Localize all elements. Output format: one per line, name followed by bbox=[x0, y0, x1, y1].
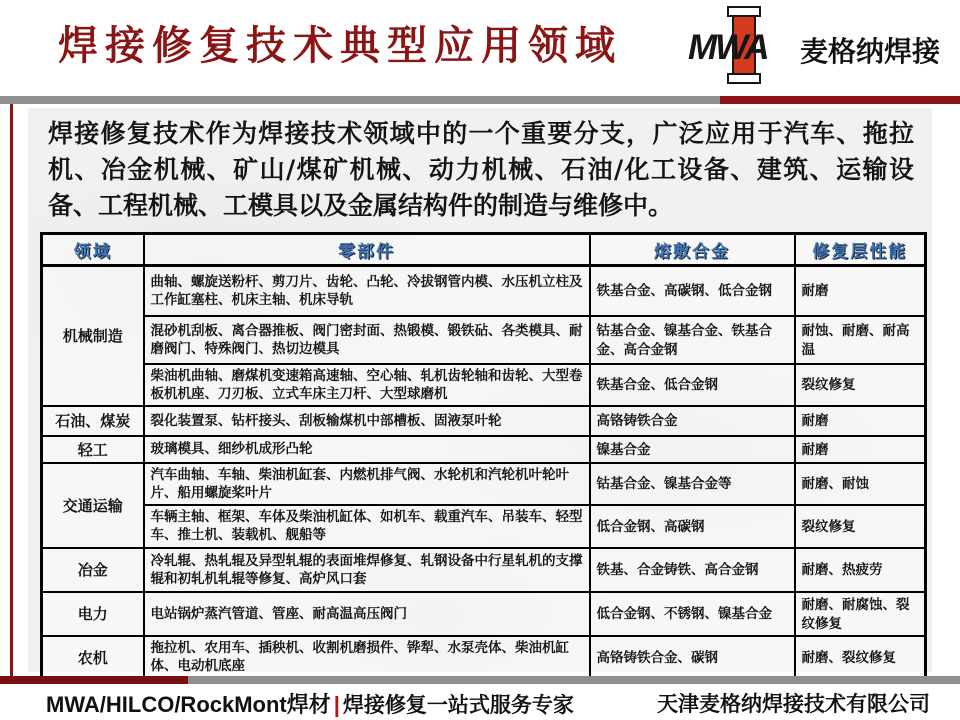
table-row bbox=[42, 505, 926, 548]
performance-cell: 耐磨、热疲劳 bbox=[795, 548, 926, 592]
logo-brand-name: 麦格纳焊接 bbox=[800, 35, 941, 68]
header-alloy: 熔敷合金 bbox=[590, 234, 795, 266]
table-row bbox=[42, 316, 926, 364]
footer-company-name: 天津麦格纳焊接技术有限公司 bbox=[657, 691, 930, 716]
table-row bbox=[42, 636, 926, 680]
footer-brand-text: MWA/HILCO/RockMont焊材 bbox=[46, 692, 331, 717]
page-title: 焊接修复技术典型应用领域 bbox=[58, 22, 622, 69]
field-cell: 石油、煤炭 bbox=[42, 406, 144, 436]
field-cell: 冶金 bbox=[42, 548, 144, 592]
parts-cell: 拖拉机、农用车、插秧机、收割机磨损件、铧犁、水泵壳体、柴油机缸体、电动机底座 bbox=[144, 636, 590, 680]
footer-slogan: 焊接修复一站式服务专家 bbox=[342, 692, 574, 717]
alloy-cell: 低合金钢、不锈钢、镍基合金 bbox=[590, 592, 795, 636]
logo-mwa-text: MWA bbox=[688, 28, 768, 67]
alloy-cell: 钴基合金、镍基合金、铁基合金、高合金钢 bbox=[590, 316, 795, 364]
performance-cell: 耐磨 bbox=[795, 266, 926, 316]
alloy-cell: 低合金钢、高碳钢 bbox=[590, 505, 795, 548]
alloy-cell: 铁基合金、低合金钢 bbox=[590, 364, 795, 406]
table-row bbox=[42, 266, 926, 316]
field-cell: 机械制造 bbox=[42, 266, 144, 406]
bottom-divider-red bbox=[0, 676, 188, 684]
field-cell: 交通运输 bbox=[42, 463, 144, 548]
performance-cell: 裂纹修复 bbox=[795, 505, 926, 548]
alloy-cell: 高铬铸铁合金、碳钢 bbox=[590, 636, 795, 680]
field-cell: 电力 bbox=[42, 592, 144, 636]
parts-cell: 柴油机曲轴、磨煤机变速箱高速轴、空心轴、轧机齿轮轴和齿轮、大型卷板机机座、刀刃板、立式车床主刀杆、大型球磨机 bbox=[144, 364, 590, 406]
parts-cell: 裂化装置泵、钻杆接头、刮板输煤机中部槽板、固液泵叶轮 bbox=[144, 406, 590, 436]
top-divider-red bbox=[720, 96, 960, 104]
header-performance: 修复层性能 bbox=[795, 234, 926, 266]
footer-left bbox=[46, 688, 574, 719]
alloy-cell: 钴基合金、镍基合金等 bbox=[590, 463, 795, 505]
table-row bbox=[42, 364, 926, 406]
applications-table bbox=[40, 232, 927, 681]
alloy-cell: 铁基、合金铸铁、高合金钢 bbox=[590, 548, 795, 592]
parts-cell: 车辆主轴、框架、车体及柴油机缸体、如机车、载重汽车、吊装车、轻型车、推土机、装载机、舰船等 bbox=[144, 505, 590, 548]
parts-cell: 电站锅炉蒸汽管道、管座、耐高温高压阀门 bbox=[144, 592, 590, 636]
performance-cell: 裂纹修复 bbox=[795, 364, 926, 406]
parts-cell: 汽车曲轴、车轴、柴油机缸套、内燃机排气阀、水轮机和汽轮机叶轮叶片、船用螺旋桨叶片 bbox=[144, 463, 590, 505]
bottom-divider-gray bbox=[188, 676, 960, 684]
left-accent-line bbox=[10, 104, 13, 676]
header-field: 领域 bbox=[42, 234, 144, 266]
performance-cell: 耐磨 bbox=[795, 436, 926, 463]
table-row bbox=[42, 592, 926, 636]
parts-cell: 混砂机刮板、离合器推板、阀门密封面、热锻模、锻铁砧、各类模具、耐磨阀门、特殊阀门、热切边模具 bbox=[144, 316, 590, 364]
performance-cell: 耐磨、耐腐蚀、裂纹修复 bbox=[795, 592, 926, 636]
performance-cell: 耐磨、耐蚀 bbox=[795, 463, 926, 505]
parts-cell: 玻璃模具、细纱机成形凸轮 bbox=[144, 436, 590, 463]
electrode-bottom-cap-icon bbox=[727, 73, 761, 84]
content-panel bbox=[28, 108, 932, 672]
performance-cell: 耐磨 bbox=[795, 406, 926, 436]
field-cell: 轻工 bbox=[42, 436, 144, 463]
alloy-cell: 高铬铸铁合金 bbox=[590, 406, 795, 436]
header-parts: 零部件 bbox=[144, 234, 590, 266]
table-row bbox=[42, 463, 926, 505]
footer-separator: | bbox=[333, 692, 340, 717]
alloy-cell: 镍基合金 bbox=[590, 436, 795, 463]
top-divider-gray bbox=[0, 96, 720, 104]
field-cell: 农机 bbox=[42, 636, 144, 680]
performance-cell: 耐蚀、耐磨、耐高温 bbox=[795, 316, 926, 364]
intro-paragraph: 焊接修复技术作为焊接技术领域中的一个重要分支，广泛应用于汽车、拖拉机、冶金机械、矿山/煤矿机械、动力机械、石油/化工设备、建筑、运输设备、工程机械、工模具以及金属结构件的制造与维修中。 bbox=[48, 119, 914, 220]
performance-cell: 耐磨、裂纹修复 bbox=[795, 636, 926, 680]
company-logo bbox=[688, 6, 948, 88]
table-row bbox=[42, 436, 926, 463]
parts-cell: 曲轴、螺旋送粉杆、剪刀片、齿轮、凸轮、冷拔钢管内模、水压机立柱及工作缸塞柱、机床主轴、机床导轨 bbox=[144, 266, 590, 316]
table-row bbox=[42, 406, 926, 436]
parts-cell: 冷轧辊、热轧辊及异型轧辊的表面堆焊修复、轧钢设备中行星轧机的支撑辊和初轧机轧辊等修复、高炉风口套 bbox=[144, 548, 590, 592]
table-row bbox=[42, 548, 926, 592]
electrode-top-cap-icon bbox=[727, 6, 761, 17]
alloy-cell: 铁基合金、高碳钢、低合金钢 bbox=[590, 266, 795, 316]
table-header-row bbox=[42, 234, 926, 266]
